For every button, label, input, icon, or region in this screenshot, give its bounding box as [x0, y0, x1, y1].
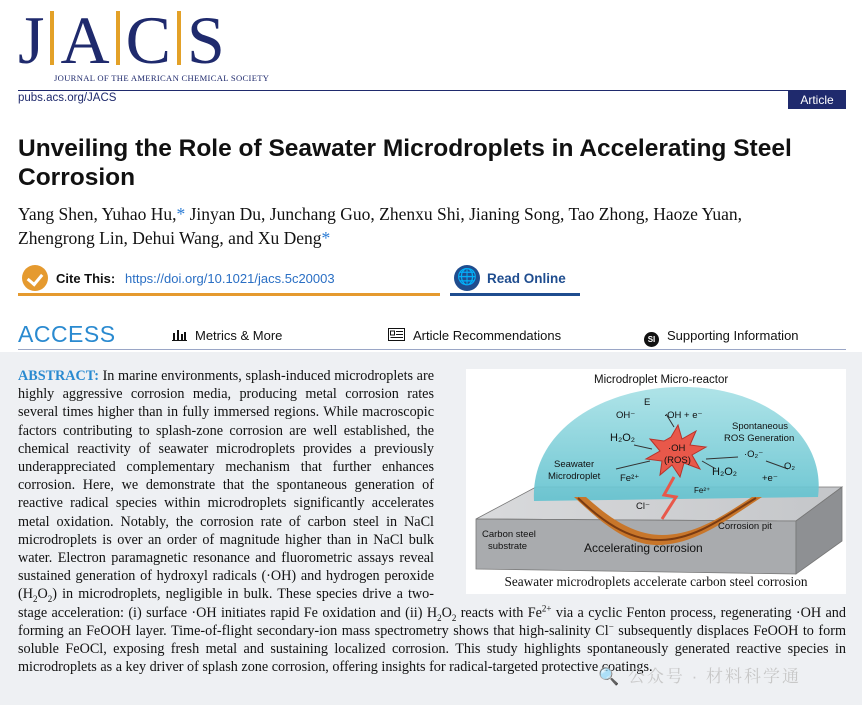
doi-link[interactable]: https://doi.org/10.1021/jacs.5c20003 [125, 271, 335, 286]
cite-label: Cite This: [56, 271, 116, 286]
read-online-button[interactable] [450, 262, 580, 296]
document-list-icon [388, 328, 405, 344]
access-rule [18, 349, 846, 350]
subscript: 2 [47, 594, 53, 605]
toc-cl-label: Cl⁻ [636, 501, 650, 512]
abstract-segment: ) in microdroplets, negligible in bulk. These species drive a two-stage acceleration: (i) surface ·OH initiates rapid Fe oxidation and (ii) H [18, 586, 438, 621]
check-icon [22, 265, 48, 291]
toc-spont-line1: Spontaneous [732, 421, 788, 432]
authors-segment: Zhengrong Lin, Dehui Wang, and Xu Deng [18, 228, 322, 248]
subscript: 2 [32, 594, 38, 605]
globe-icon: 🌐 [454, 265, 480, 291]
superscript: 2+ [541, 602, 552, 613]
toc-reaction-left: OH⁻ [616, 410, 636, 421]
toc-ros-label: (ROS) [664, 455, 691, 466]
journal-url-link[interactable]: pubs.acs.org/JACS [18, 92, 117, 104]
abstract-segment: In marine environments, splash-induced microdroplets are highly aggressive corrosion media, producing metal corrosion rates several times higher than in fully immersed regions. While macroscopic factors contributing to splash-zone corrosion are well established, the chemical reactivity of seawater microdroplets provides a previously underappreciated complementary mechanism that further enhances corrosion. Here, we demonstrate that the spontaneous generation of reactive radical species within microdroplets significantly accelerates metal oxidation. Notably, the corrosion rate of carbon steel in NaCl microdroplets is over an order of magnitude higher than in NaCl bulk water. Electron paramagnetic resonance and fluorometric assays reveal sustained generation of hydroxyl radicals (·OH) and hydrogen peroxide (H [18, 368, 434, 603]
watermark: 🔍 公众号 · 材料科学通 [598, 667, 801, 686]
toc-title: Microdroplet Micro-reactor [594, 374, 729, 386]
toc-field-symbol: E [644, 397, 651, 408]
toc-seawater-line1: Seawater [554, 459, 595, 470]
toc-caption: Seawater microdroplets accelerate carbon steel corrosion [504, 574, 808, 589]
toc-reaction-right: ·OH + e⁻ [664, 410, 703, 421]
subscript: 2 [437, 612, 442, 623]
journal-full-name: JOURNAL OF THE AMERICAN CHEMICAL SOCIETY [54, 73, 270, 83]
si-icon: SI [644, 332, 659, 347]
abstract-segment: O [37, 586, 48, 603]
bar-chart-icon [172, 328, 187, 344]
abstract-label: ABSTRACT: [18, 368, 99, 384]
article-type-badge: Article [788, 91, 846, 109]
abstract-segment: subsequently displaces FeOOH to form soluble FeOCl, exposing fresh metal and sustaining localized corrosion. This study highlights spontaneously generated reactive species in microdroplets as a key driver of splash zone corrosion, offering insights for radical-targeted protective coatings. [18, 622, 846, 676]
toc-o2: O₂ [784, 461, 796, 472]
abstract-segment: via a cyclic Fenton process, regenerating ·OH and forming an FeOOH layer. Time-of-flight secondary-ion mass spectrometry shows that high-salinity Cl [18, 604, 846, 639]
access-heading: ACCESS [18, 321, 116, 347]
toc-h2o2-right: H₂O₂ [712, 466, 738, 478]
toc-spont-line2: ROS Generation [724, 433, 795, 444]
tab-metrics-more[interactable] [172, 328, 282, 344]
tab-label: Article Recommendations [413, 328, 562, 343]
toc-substrate-line2: substrate [488, 541, 528, 552]
cite-this-bar [18, 262, 440, 296]
logo-letter-j: J [18, 2, 45, 78]
tab-supporting-information[interactable] [644, 328, 799, 347]
subscript: 2 [451, 612, 457, 623]
toc-h2o2-left: H₂O₂ [610, 432, 636, 444]
abstract-segment: reacts with Fe [456, 604, 542, 621]
tab-article-recommendations[interactable] [388, 328, 561, 344]
logo-divider [116, 11, 120, 65]
authors-segment: Jinyan Du, Junchang Guo, Zhenxu Shi, Jianing Song, Tao Zhong, Haoze Yuan, [185, 204, 742, 224]
journal-logo[interactable] [18, 4, 288, 84]
logo-letter-c: C [125, 2, 171, 78]
logo-letter-a: A [60, 2, 110, 78]
authors-segment: Yang Shen, Yuhao Hu, [18, 204, 177, 224]
read-online-label: Read Online [487, 271, 566, 286]
toc-fe2-right: Fe²⁺ [694, 486, 711, 495]
abstract-segment: O [441, 604, 452, 621]
tab-label: Supporting Information [667, 328, 799, 343]
toc-substrate-line1: Carbon steel [482, 529, 536, 540]
tab-label: Metrics & More [195, 328, 283, 343]
logo-divider [177, 11, 181, 65]
toc-graphic[interactable] [466, 369, 846, 594]
toc-fe2-left: Fe²⁺ [620, 473, 640, 484]
toc-plus-e: +e⁻ [762, 473, 778, 484]
header-rule [18, 90, 846, 91]
corresponding-author-link[interactable]: * [176, 204, 186, 224]
logo-letter-s: S [186, 2, 225, 78]
toc-oh-label: ·OH [668, 443, 686, 454]
toc-accel-label: Accelerating corrosion [584, 541, 703, 555]
paper-title: Unveiling the Role of Seawater Microdroplets in Accelerating Steel Corrosion [18, 135, 792, 191]
toc-o2-radical: ·O₂⁻ [744, 449, 764, 460]
corresponding-author-link[interactable]: * [321, 228, 331, 248]
logo-divider [50, 11, 54, 65]
toc-pit-label: Corrosion pit [718, 521, 772, 532]
logo-letters [18, 4, 225, 76]
author-list [18, 202, 848, 250]
superscript: − [608, 621, 614, 632]
toc-seawater-line2: Microdroplet [548, 471, 601, 482]
